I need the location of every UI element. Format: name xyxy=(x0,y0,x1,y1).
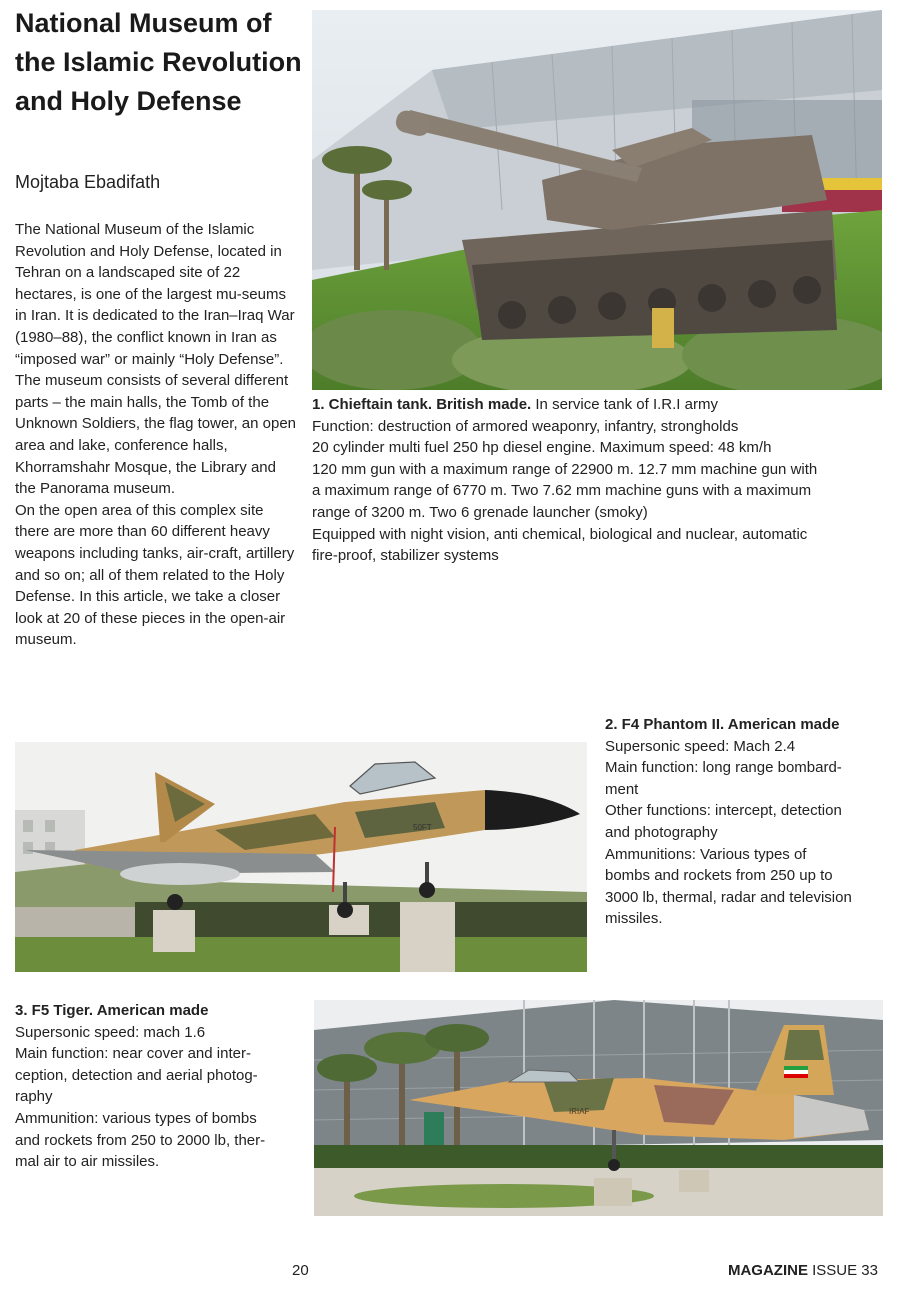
caption-line: Equipped with night vision, anti chemical, biological and nuclear, automatic xyxy=(312,525,808,543)
article-intro xyxy=(15,219,300,651)
caption-line: a maximum range of 6770 m. Two 7.62 mm machine guns with a maximum xyxy=(312,482,812,500)
caption-line: 120 mm gun with a maximum range of 22900 m. 12.7 mm machine gun with xyxy=(312,460,818,478)
caption-heading xyxy=(605,714,890,736)
caption-line: Supersonic speed: mach 1.6 xyxy=(15,1023,206,1041)
caption-line: Ammunition: various types of bombs xyxy=(15,1109,257,1127)
caption-line: ception, detection and aerial photog- xyxy=(15,1066,258,1084)
f5-fuselage-marking: IRIAF xyxy=(569,1107,590,1116)
caption-line: raphy xyxy=(15,1088,53,1106)
caption-first-line xyxy=(312,394,887,416)
caption-line: Other functions: intercept, detection xyxy=(605,802,842,820)
caption-heading-text: 3. F5 Tiger. American made xyxy=(15,1002,209,1019)
chieftain-caption xyxy=(312,394,887,567)
caption-heading: 1. Chieftain tank. British made. xyxy=(312,396,532,413)
caption-line: Supersonic speed: Mach 2.4 xyxy=(605,737,796,755)
caption-line: and photography xyxy=(605,823,718,841)
f5-tiger-photo xyxy=(314,1000,883,1216)
caption-line: Main function: near cover and inter- xyxy=(15,1045,251,1063)
intro-paragraph: The National Museum of the Islamic Revolution and Holy Defense, located in Tehran on a landscaped site of 22 hectares, is one of the largest mu-seums in Iran. It is dedicated to the Iran–Iraq War (1980–88), the conflict known in Iran as “imposed war” or mainly “Holy Defense”. The museum consists of several different parts – the main halls, the Tomb of the Unknown Soldiers, the flag tower, an open area and lake, conference halls, Khorramshahr Mosque, the Library and the Panorama museum. xyxy=(15,221,297,498)
f4-phantom-photo xyxy=(15,742,587,972)
caption-line: Main function: long range bombard- xyxy=(605,759,842,777)
f5-caption xyxy=(15,1000,305,1173)
page-number: 20 xyxy=(292,1262,309,1279)
magazine-issue xyxy=(728,1262,878,1279)
caption-line: 3000 lb, thermal, radar and television xyxy=(605,888,852,906)
caption-line: 20 cylinder multi fuel 250 hp diesel engine. Maximum speed: 48 km/h xyxy=(312,439,772,457)
article-title: National Museum of the Islamic Revolution and Holy Defense xyxy=(15,8,302,116)
caption-line: and rockets from 250 to 2000 lb, ther- xyxy=(15,1131,266,1149)
magazine-name: MAGAZINE xyxy=(727,1262,808,1279)
caption-line: Ammunitions: Various types of xyxy=(605,845,807,863)
intro-paragraph: On the open area of this complex site there are more than 60 different heavy weapons including tanks, air-craft, artillery and so on; all of them related to the Holy Defense. In this article, we take a closer look at 20 of these pieces in the open-air museum. xyxy=(15,501,295,649)
caption-heading xyxy=(15,1000,305,1022)
article-author: Mojtaba Ebadifath xyxy=(15,172,161,192)
caption-line: range of 3200 m. Two 6 grenade launcher (smoky) xyxy=(312,503,648,521)
caption-line: ment xyxy=(605,780,639,798)
f4-tail-marking: 50FT xyxy=(413,823,432,832)
f4-caption xyxy=(605,714,890,930)
caption-line: mal air to air missiles. xyxy=(15,1153,160,1171)
caption-line: fire-proof, stabilizer systems xyxy=(312,547,499,565)
caption-lead: In service tank of I.R.I army xyxy=(531,396,718,413)
caption-line: missiles. xyxy=(605,910,663,928)
caption-line: bombs and rockets from 250 up to xyxy=(605,867,833,885)
issue-number: ISSUE 33 xyxy=(807,1262,878,1279)
caption-line: Function: destruction of armored weaponry, infantry, strongholds xyxy=(312,417,739,435)
chieftain-tank-photo xyxy=(312,10,882,390)
caption-heading-text: 2. F4 Phantom II. American made xyxy=(605,716,840,733)
